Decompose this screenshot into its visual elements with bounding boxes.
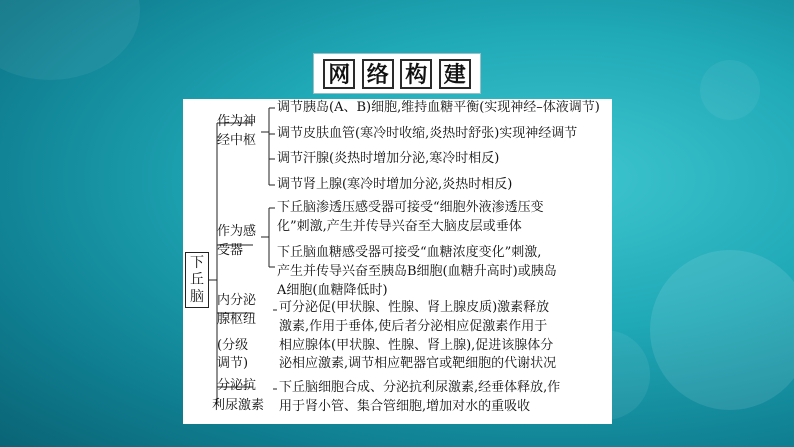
leaf-text: 调节肾上腺(寒冷时增加分泌,炎热时相反)	[277, 177, 513, 192]
root-node	[185, 252, 209, 308]
title-char: 络	[362, 59, 394, 89]
leaf-text: 调节汗腺(炎热时增加分泌,寒冷时相反)	[277, 151, 500, 166]
root-char: 下	[190, 254, 204, 271]
leaf-text: 可分泌促(甲状腺、性腺、肾上腺皮质)激素释放	[279, 300, 550, 315]
leaf-text: 激素,作用于垂体,使后者分泌相应促激素作用于	[279, 319, 548, 334]
leaf-text: 泌相应激素,调节相应靶器官或靶细胞的代谢状况	[279, 356, 557, 371]
leaf-text: 下丘脑血糖感受器可接受“血糖浓度变化”刺激,	[277, 245, 542, 260]
leaf-text: 下丘脑细胞合成、分泌抗利尿激素,经垂体释放,作	[279, 380, 561, 395]
leaf-text: 调节胰岛(A、B)细胞,维持血糖平衡(实现神经–体液调节)	[277, 100, 600, 115]
leaf-text: 下丘脑渗透压感受器可接受“细胞外液渗透压变	[277, 200, 544, 215]
branch-sublabel: (分级	[217, 338, 249, 353]
branch-label: 分泌抗	[217, 378, 257, 393]
root-char: 丘	[190, 271, 204, 288]
section-title	[313, 53, 481, 94]
branch-label: 利尿激素	[212, 398, 265, 413]
concept-map	[183, 99, 612, 424]
branch-label: 内分泌	[217, 293, 257, 308]
decorative-bubble	[700, 60, 760, 120]
leaf-text: 产生并传导兴奋至胰岛B细胞(血糖升高时)或胰岛	[277, 264, 557, 279]
root-char: 脑	[190, 288, 204, 305]
title-char: 网	[323, 59, 355, 89]
branch-label: 受器	[217, 243, 244, 258]
title-char: 构	[400, 59, 432, 89]
branch-label: 经中枢	[217, 133, 257, 148]
decorative-bubble	[0, 0, 140, 80]
leaf-text: A细胞(血糖降低时)	[277, 283, 388, 298]
leaf-text: 用于肾小管、集合管细胞,增加对水的重吸收	[279, 399, 531, 414]
branch-sublabel: 调节)	[217, 356, 249, 371]
branch-label: 腺枢纽	[217, 312, 257, 327]
branch-label: 作为感	[217, 224, 257, 239]
branch-label: 作为神	[217, 114, 257, 129]
decorative-bubble	[650, 250, 794, 410]
leaf-text: 相应腺体(甲状腺、性腺、肾上腺),促进该腺体分	[279, 338, 554, 353]
title-char: 建	[439, 59, 471, 89]
leaf-text: 调节皮肤血管(寒冷时收缩,炎热时舒张)实现神经调节	[277, 126, 578, 141]
leaf-text: 化”刺激,产生并传导兴奋至大脑皮层或垂体	[277, 219, 522, 234]
